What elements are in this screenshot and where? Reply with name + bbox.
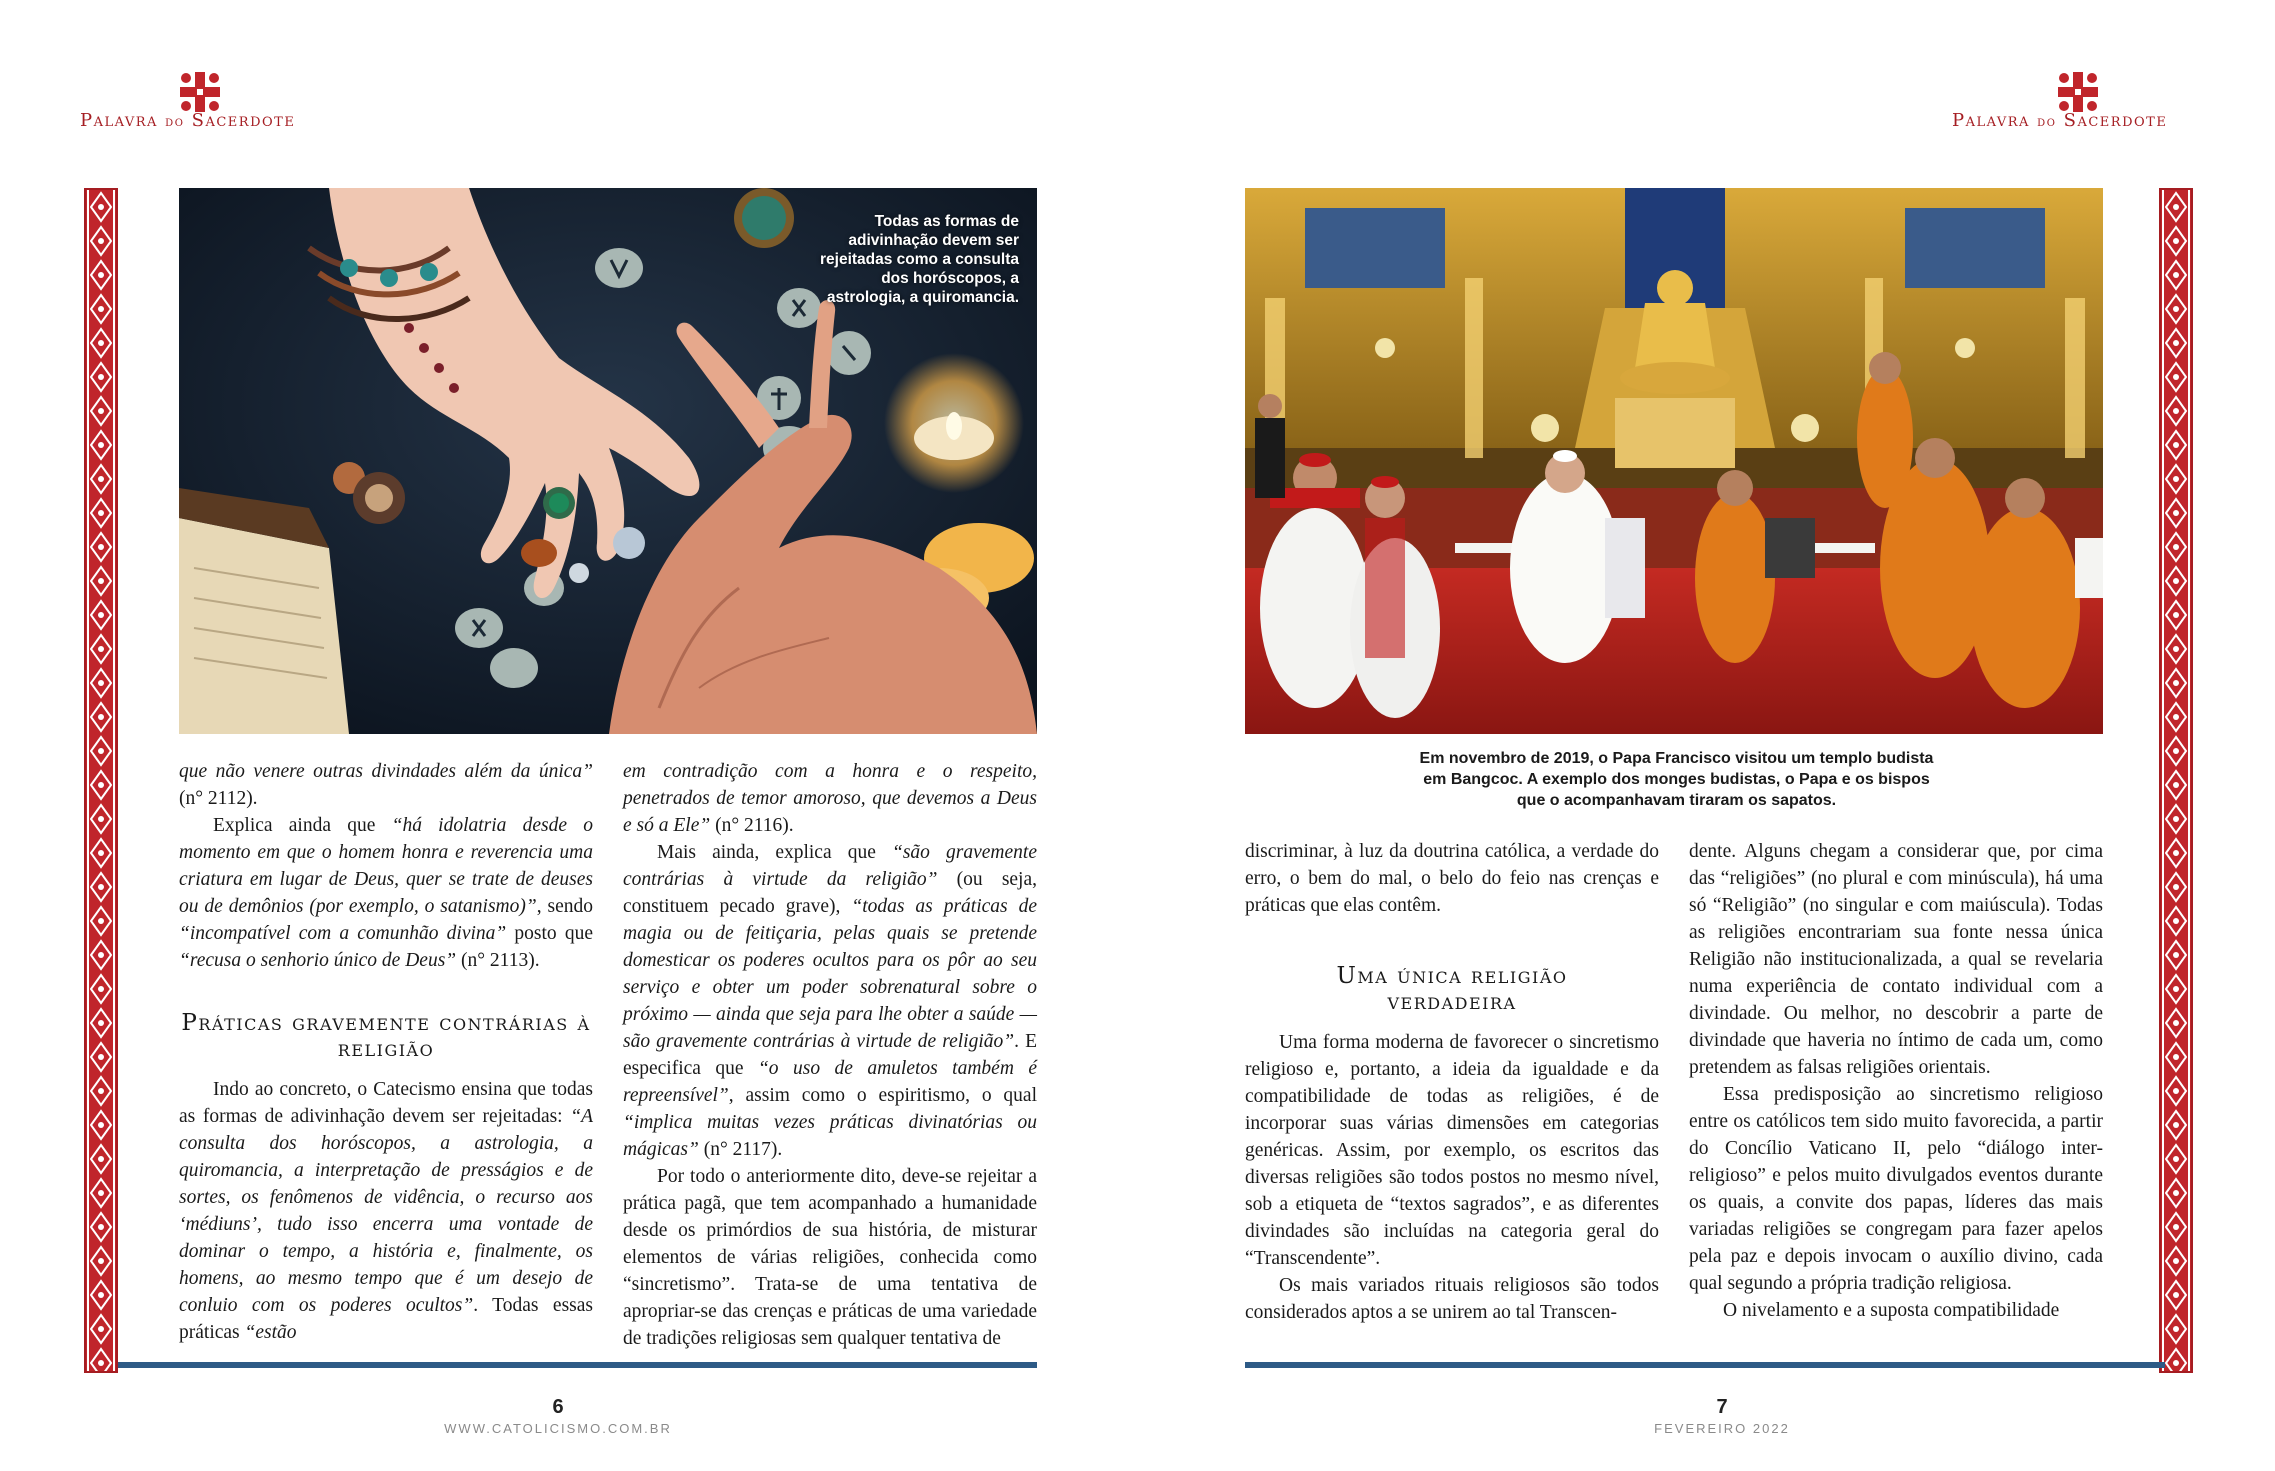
paragraph: Essa predisposição ao sincretismo religioso entre os católicos tem sido muito favorecida, a partir do Concílio Vaticano II, pelo “diálogo inter-religioso” e pelos muito divulgados eventos durante os quais, a convite dos papas, líderes das mais variadas religiões se congregam para fazer apelos pela paz e depois invocam o auxílio divino, cada qual segundo a própria tradição religiosa.	[1689, 1084, 2103, 1294]
page7-number: 7	[1716, 1396, 1728, 1418]
paragraph: Uma forma moderna de favorecer o sincretismo religioso e, portanto, a ideia da igualdade e da compatibilidade de todas as religiões, é de incorporar suas várias dimensões em categorias genéricas. Assim, por exemplo, os escritos das diversas religiões são todos postos no mesmo nível, sob a etiqueta de “textos sagrados”, e as diferentes divindades são incluídas na categoria geral do “Transcendente”.	[1245, 1032, 1659, 1269]
caption-line: que o acompanhavam tiraram os sapatos.	[1516, 792, 1837, 809]
right-header-logo	[1952, 70, 2212, 140]
left-header-logo	[80, 70, 340, 140]
paragraph: Os mais variados rituais religiosos são todos considerados aptos a se unirem ao tal Transcen-	[1245, 1275, 1659, 1323]
paragraph: discriminar, à luz da doutrina católica, a verdade do erro, o bem do mal, o belo do feio nas crenças e práticas que elas contêm.	[1245, 841, 1659, 916]
paragraph: O nivelamento e a suposta compatibilidade	[1723, 1300, 2060, 1321]
paragraph: Explica ainda que “há idolatria desde o momento em que o homem honra e reverencia uma criatura em lugar de Deus, quer se trate de deuses ou de demônios (por exemplo, o satanismo)”, sendo “incompatível com a comunhão divina” posto que “recusa o senhorio único de Deus” (n° 2113).	[179, 815, 593, 971]
paragraph: em contradição com a honra e o respeito, penetrados de temor amoroso, que devemos a Deus e só a Ele” (n° 2116).	[623, 761, 1037, 836]
page7-column-1	[1245, 838, 1659, 1326]
page6-footer-website: WWW.CATOLICISMO.COM.BR	[444, 1421, 672, 1436]
palmistry-photo-caption: Todas as formas de adivinhação devem ser rejeitadas como a consulta dos horóscopos, a astrologia, a quiromancia.	[820, 213, 1019, 306]
page7-footer-rule	[1245, 1362, 2165, 1368]
page7-column-2	[1689, 838, 2103, 1324]
page6-column-1	[179, 758, 593, 1346]
palmistry-photo	[179, 188, 1037, 734]
paragraph: Por todo o anteriormente dito, deve-se rejeitar a prática pagã, que tem acompanhado a humanidade desde os primórdios de sua história, de misturar elementos de várias religiões, conhecida como “sincretismo”. Trata-se de uma tentativa de apropriar-se das crenças e práticas de uma variedade de tradições religiosas sem qualquer tentativa de	[623, 1166, 1037, 1349]
ornamental-cross-icon	[2056, 70, 2100, 114]
paragraph: que não venere outras divindades além da única” (n° 2112).	[179, 761, 593, 809]
brand-name: Palavra do Sacerdote	[1952, 110, 2168, 131]
ornamental-cross-icon	[178, 70, 222, 114]
border-pattern	[2161, 190, 2191, 1371]
paragraph: dente. Alguns chegam a considerar que, por cima das “religiões” (no plural e com minúscula), há uma só “Religião” (no singular e com maiúscula). Todas as religiões encontrariam sua fonte nessa única Religião não institucionalizada, a qual se revelaria numa experiência de contato individual com a divindade. Ou melhor, no descobrir a parte de divindade que haveria no íntimo de cada um, como pretendem as falsas religiões orientais.	[1689, 841, 2103, 1078]
caption-line: Em novembro de 2019, o Papa Francisco visitou um templo budista	[1419, 750, 1934, 767]
temple-photo-caption	[1245, 748, 2108, 811]
border-pattern	[86, 190, 116, 1371]
left-ornamental-border	[84, 188, 118, 1373]
section-heading: Práticas gravemente contrárias à religião	[181, 1010, 591, 1062]
page6-footer-rule	[118, 1362, 1037, 1368]
paragraph: Indo ao concreto, o Catecismo ensina que todas as formas de adivinhação devem ser rejeitadas: “A consulta dos horóscopos, a astrologia, a quiromancia, a interpretação de presságios e de sortes, os fenômenos de vidência, o recurso aos ‘médiuns’, tudo isso encerra uma vontade de dominar o tempo, a história e, finalmente, os homens, ao mesmo tempo que é um desejo de conluio com os poderes ocultos”. Todas essas práticas “estão	[179, 1079, 593, 1343]
page6-number: 6	[552, 1396, 564, 1418]
right-ornamental-border	[2159, 188, 2193, 1373]
paragraph: Mais ainda, explica que “são gravemente contrárias à virtude da religião” (ou seja, constituem pecado grave), “todas as práticas de magia ou de feitiçaria, pelas quais se pretende domesticar os poderes ocultos para os pôr ao seu serviço e obter um poder sobrenatural sobre o próximo — ainda que seja para lhe obter a saúde — são gravemente contrárias à virtude de religião”. E especifica que “o uso de amuletos também é repreensível”, assim como o espiritismo, o qual “implica muitas vezes práticas divinatórias ou mágicas” (n° 2117).	[623, 842, 1038, 1160]
temple-visit-illustration	[1245, 188, 2103, 734]
caption-line: em Bangcoc. A exemplo dos monges budistas, o Papa e os bispos	[1423, 771, 1930, 788]
brand-name: Palavra do Sacerdote	[80, 110, 296, 131]
page7-footer-date: FEVEREIRO 2022	[1654, 1421, 1790, 1436]
temple-visit-photo	[1245, 188, 2103, 734]
page6-column-2	[623, 758, 1037, 1352]
section-heading: Uma única religião verdadeira	[1336, 963, 1568, 1015]
